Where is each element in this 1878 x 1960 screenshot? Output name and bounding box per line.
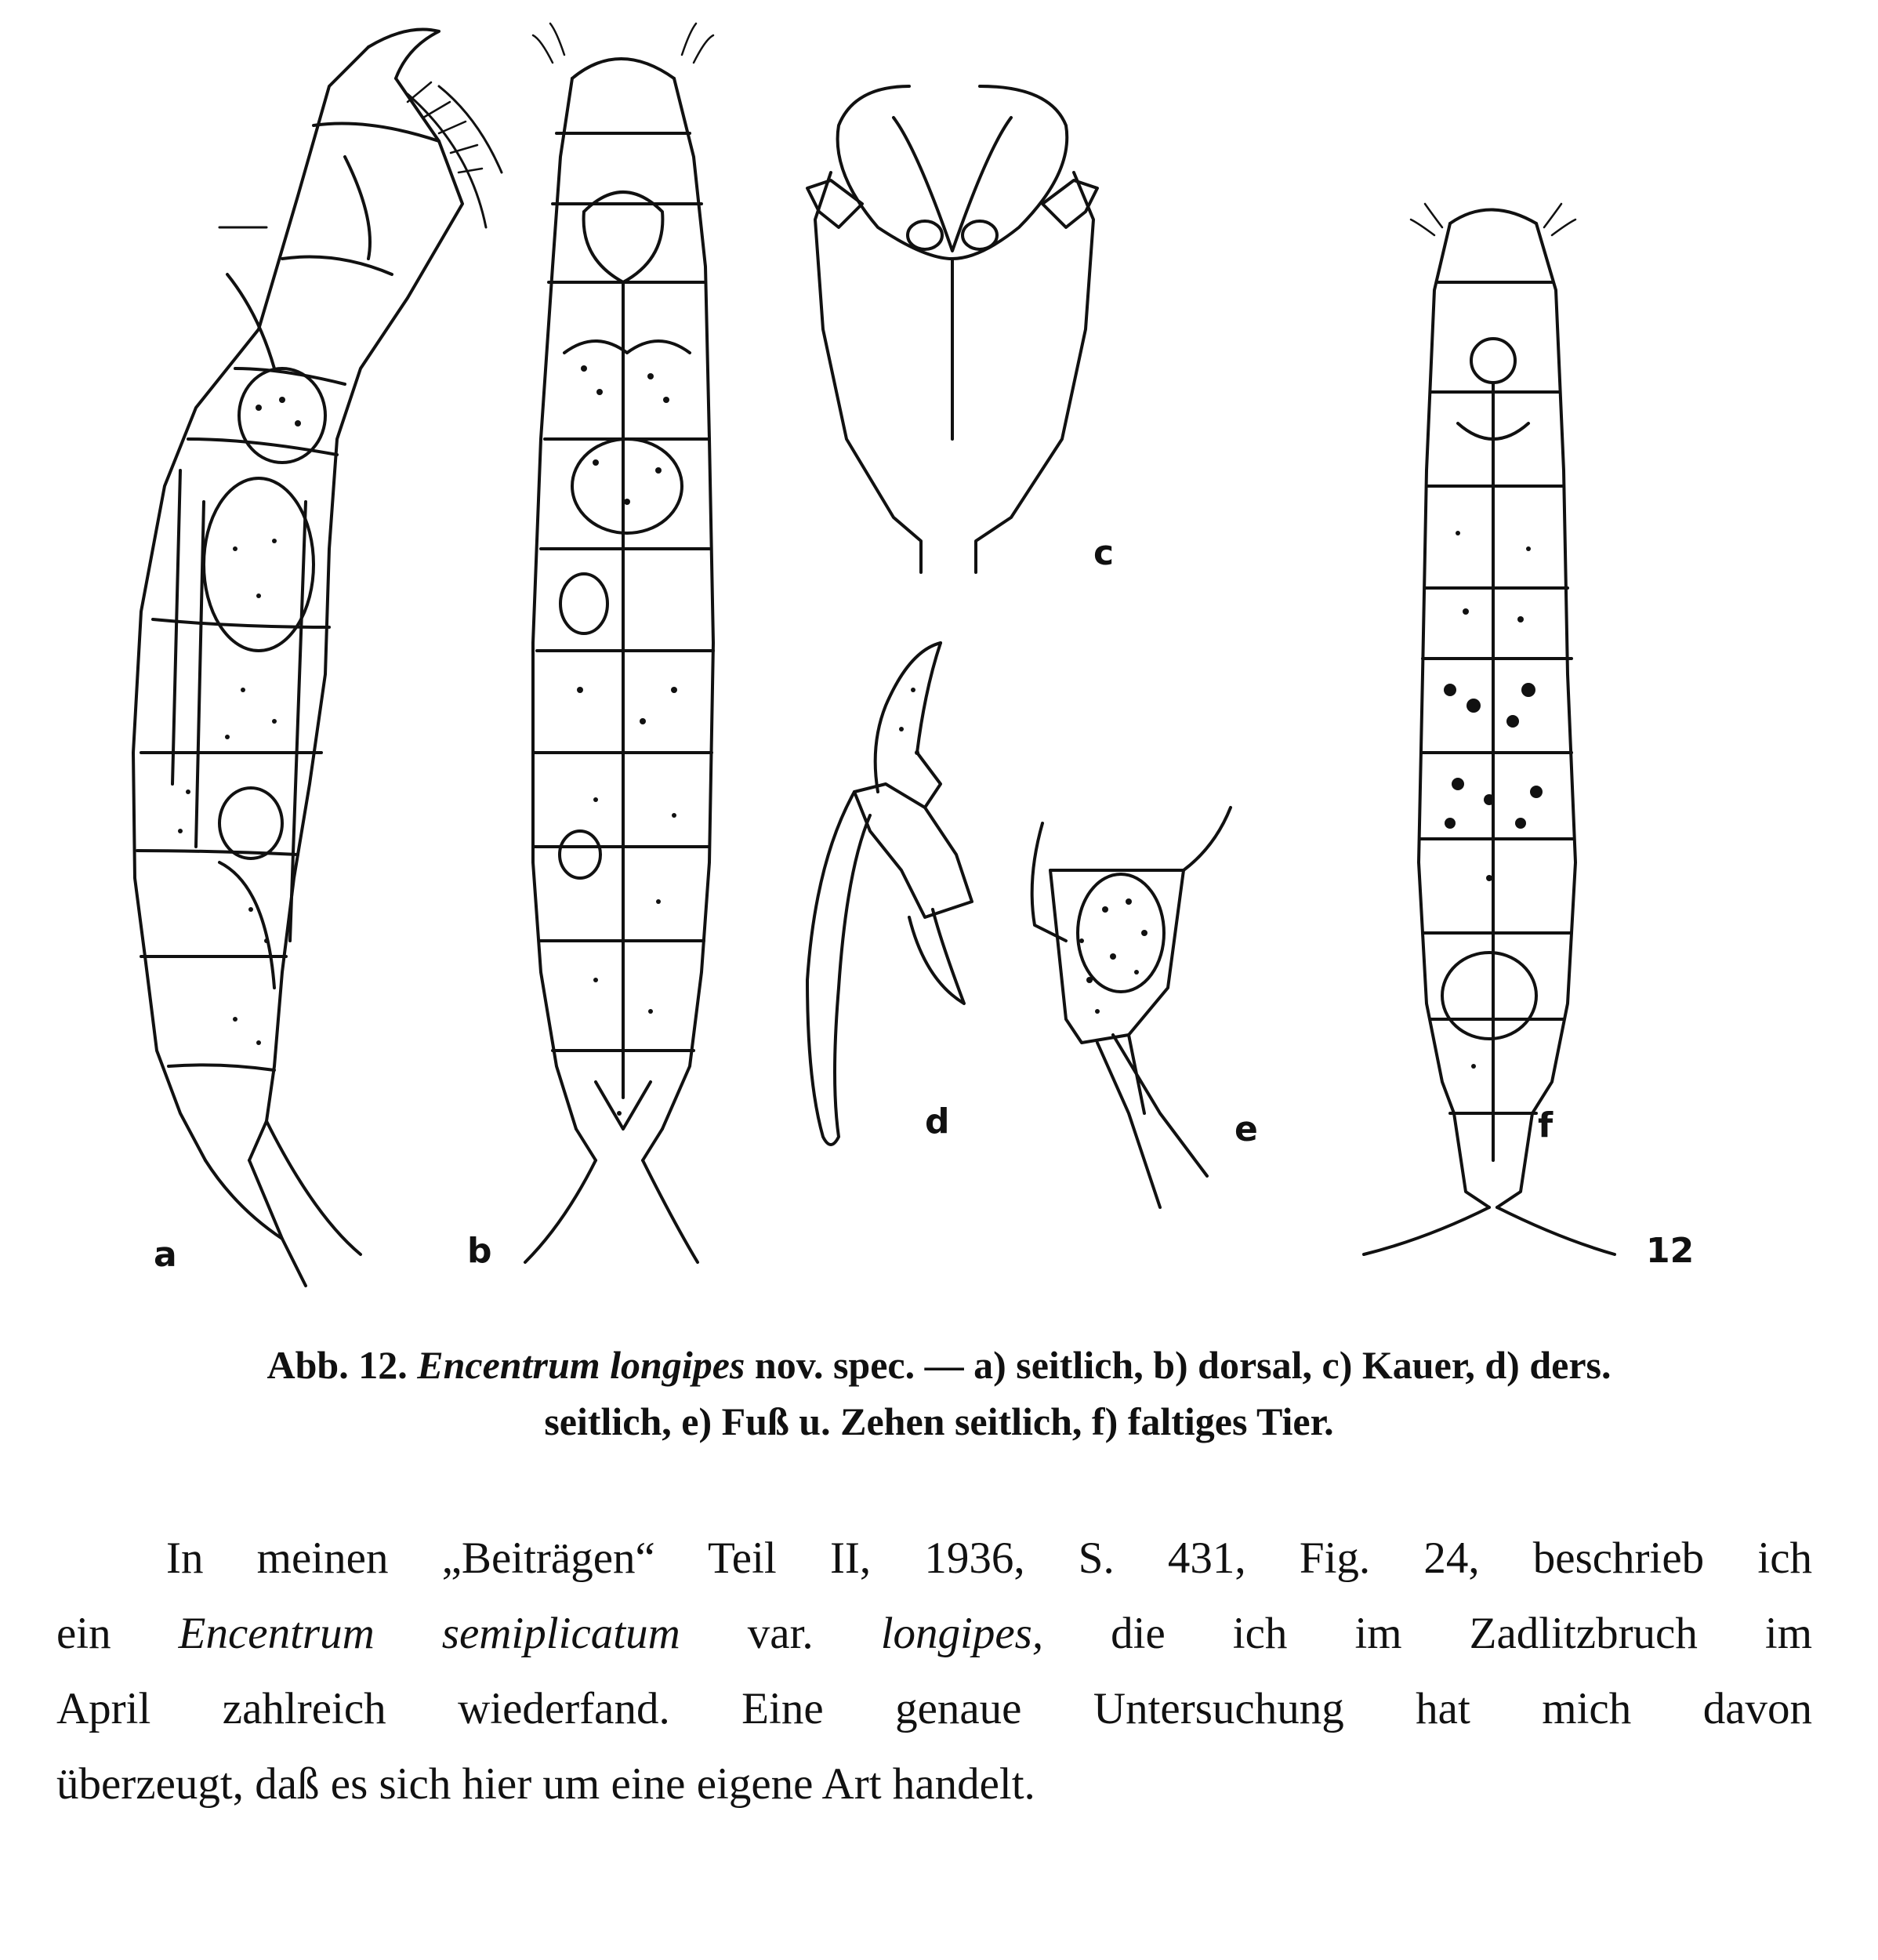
figure-caption [47,1337,1831,1450]
caption-line-1 [47,1337,1831,1393]
drawing-a-lateral [133,30,502,1287]
drawing-d-lateral-jaw [807,643,972,1145]
body-line-2 [56,1596,1812,1671]
drawing-e-foot [1032,808,1231,1207]
panel-label-f: f [1538,1105,1554,1145]
body-paragraph [56,1521,1812,1822]
body-line-1 [56,1521,1812,1596]
drawing-b-dorsal [525,24,713,1262]
body-line-2-a: ein [56,1609,111,1658]
body-line-1-text: In meinen „Beiträgen“ Teil II, 1936, S. 431, Fig. 24, beschrieb ich [166,1534,1812,1583]
caption-line-2: seitlich, e) Fuß u. Zehen seitlich, f) faltiges Tier. [544,1399,1334,1443]
body-line-4: überzeugt, daß es sich hier um eine eigene Art handelt. [56,1759,1035,1809]
panel-label-c: c [1093,533,1115,573]
body-line-2-e: die ich im Zadlitzbruch im [1111,1609,1813,1658]
panel-label-a: a [154,1235,177,1275]
panel-label-d: d [925,1102,950,1142]
caption-line1-rest: nov. spec. — a) seitlich, b) dorsal, c) Kauer, d) ders. [754,1343,1612,1387]
panel-label-b: b [467,1231,492,1271]
body-line-2-species: Encentrum semiplicatum [178,1609,680,1658]
body-line-2-variety: longipes, [880,1609,1044,1658]
body-line-2-var: var. [747,1609,814,1658]
figure-number: 12 [1646,1231,1695,1271]
drawing-f-folded [1364,204,1615,1254]
caption-species: Encentrum longipes [417,1343,745,1387]
caption-prefix: Abb. 12. [266,1343,408,1387]
body-line-3: April zahlreich wiederfand. Eine genaue Untersuchung hat mich davon [56,1684,1812,1733]
panel-label-e: e [1234,1109,1258,1149]
drawing-c-kauer [807,86,1097,572]
